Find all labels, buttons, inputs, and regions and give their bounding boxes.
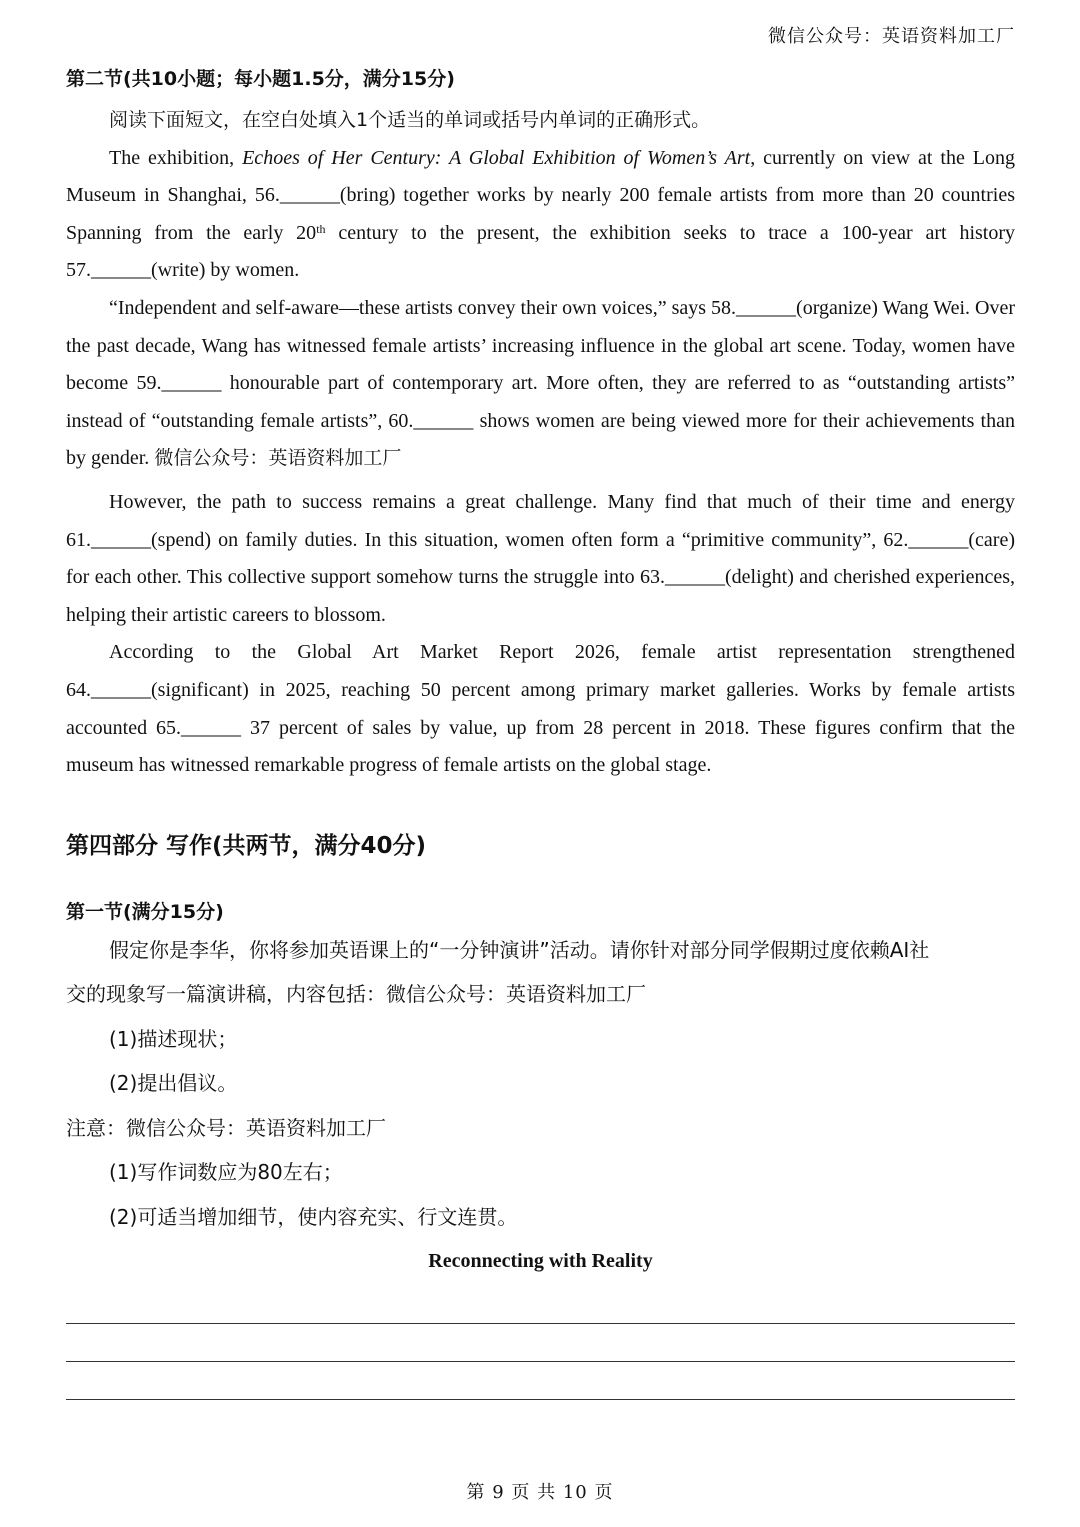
passage-paragraph-4: According to the Global Art Market Report 2026, female artist representation strengthened 64.______(significant) in 2025, reaching 50 percent among primary market galleries. Works by female artists accounted 65.______ 37 percent of sales by value, up from 28 percent in 2018. These figures confirm that the museum has witnessed remarkable progress of female artists on the global stage. <box>66 641 1015 777</box>
section2-title: 第二节(共10小题；每小题1.5分，满分15分) <box>66 68 455 90</box>
part4-title: 第四部分 写作(共两节，满分40分) <box>66 832 427 859</box>
p1-rest1: , currently on view at the Long Museum in Shanghai, 56.______(bring) together works by nearly 200 female artists from more than 20 countries Spanning from the early 20 <box>66 146 1016 244</box>
essay-title: Reconnecting with Reality <box>428 1250 653 1273</box>
writing-note: 注意：微信公众号：英语资料加工厂 <box>66 1115 386 1140</box>
p2-watermark: 微信公众号：英语资料加工厂 <box>154 447 402 470</box>
section2-instruction: 阅读下面短文，在空白处填入1个适当的单词或括号内单词的正确形式。 <box>109 109 711 131</box>
passage-paragraph-2 <box>66 290 1015 478</box>
exhibition-title: Echoes of Her Century: A Global Exhibition of Women’s Art <box>242 146 751 169</box>
p1-pre: The exhibition, <box>109 146 243 169</box>
passage-paragraph-1 <box>66 140 1015 290</box>
header-watermark: 微信公众号：英语资料加工厂 <box>768 26 1015 47</box>
writing-item-2: (2)提出倡议。 <box>109 1071 238 1096</box>
writing-item-1: (1)描述现状； <box>109 1026 238 1051</box>
p1-rest2: century to the present, the exhibition seeks to trace a 100-year art history 57.______(write) by women. <box>66 221 1015 282</box>
p1-sup: th <box>316 221 326 236</box>
writing-prompt-line1: 假定你是李华，你将参加英语课上的“一分钟演讲”活动。请你针对部分同学假期过度依赖AI社 <box>109 937 930 962</box>
answer-line <box>66 1399 1015 1400</box>
writing-prompt-line2: 交的现象写一篇演讲稿，内容包括：微信公众号：英语资料加工厂 <box>66 982 646 1007</box>
writing-note-1: (1)写作词数应为80左右； <box>109 1160 343 1185</box>
answer-line <box>66 1323 1015 1324</box>
page-footer: 第 9 页 共 10 页 <box>466 1482 614 1503</box>
p2-text: “Independent and self-aware—these artists convey their own voices,” says 58.______(organize) Wang Wei. Over the past decade, Wang has witnessed female artists’ increasing influence in the global art scene. Today, women have become 59.______ honourable part of contemporary art. More often, they are referred to as “outstanding artists” instead of “outstanding female artists”, 60.______ shows women are being viewed more for their achievements than by gender. <box>66 296 1015 470</box>
writing-section1-title: 第一节(满分15分) <box>66 900 224 923</box>
passage-paragraph-3: However, the path to success remains a great challenge. Many find that much of their time and energy 61.______(spend) on family duties. In this situation, women often form a “primitive community”, 62.______(care) for each other. This collective support somehow turns the struggle into 63.______(delight) and cherished experiences, helping their artistic careers to blossom. <box>66 490 1015 626</box>
answer-line <box>66 1361 1015 1362</box>
writing-note-2: (2)可适当增加细节，使内容充实、行文连贯。 <box>109 1204 518 1229</box>
page-content <box>66 62 1015 1283</box>
